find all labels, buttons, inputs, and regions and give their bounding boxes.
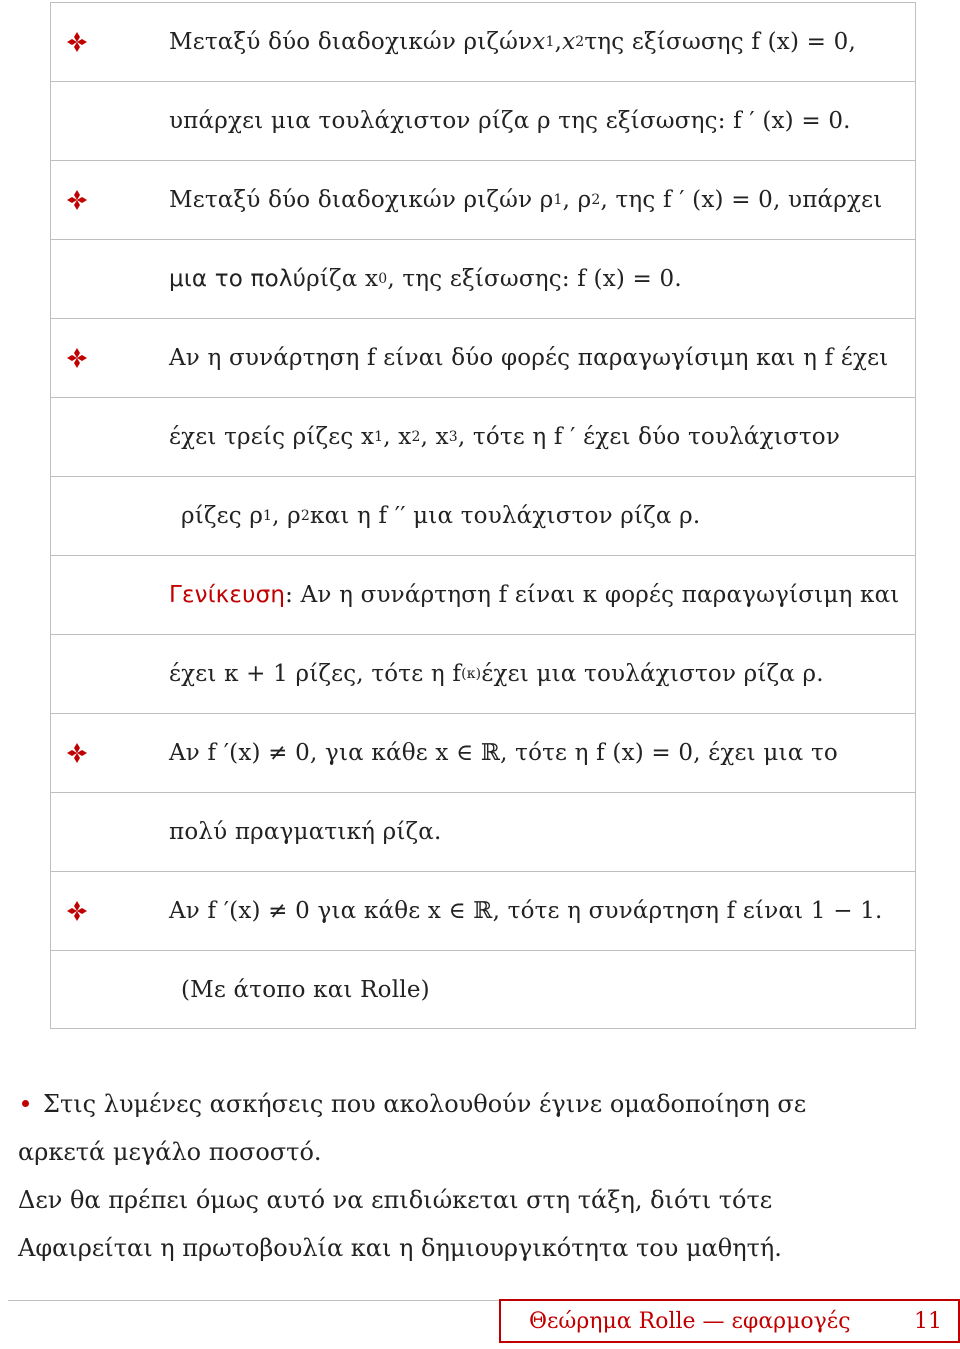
note-line: Δεν θα πρέπει όμως αυτό να επιδιώκεται στη τάξη, διότι τότε [18,1186,773,1214]
diamond-bullet-icon [65,742,89,764]
table-row: Αν η συνάρτηση f είναι δύο φορές παραγωγίσιμη και η f έχει [50,318,916,397]
diamond-bullet-icon [65,347,89,369]
generalization-label: Γενίκευση [169,582,286,608]
table-row: έχει κ + 1 ρίζες, τότε η f (κ) έχει μια τουλάχιστον ρίζα ρ. [50,634,916,713]
table-row: Μεταξύ δύο διαδοχικών ριζών ρ 1 , ρ 2 , της f ′ (x) = 0, υπάρχει [50,160,916,239]
table-row: ρίζες ρ 1 , ρ 2 και η f ′′ μια τουλάχιστον ρίζα ρ. [50,476,916,555]
page-number: 11 [914,1308,942,1334]
diamond-bullet-icon [65,189,89,211]
table-row: μια το πολύ ρίζα x 0 , της εξίσωσης: f (x) = 0. [50,239,916,318]
table-row: έχει τρείς ρίζες x 1 , x 2 , x 3 , τότε η f ′ έχει δύο τουλάχιστον [50,397,916,476]
table-row: υπάρχει μια τουλάχιστον ρίζα ρ της εξίσωσης: f ′ (x) = 0. [50,81,916,160]
table-row: Γενίκευση : Αν η συνάρτηση f είναι κ φορές παραγωγίσιμη και [50,555,916,634]
diamond-bullet-icon [65,31,89,53]
table-row: Αν f ′(x) ≠ 0, για κάθε x ∈ ℝ, τότε η f (x) = 0, έχει μια το [50,713,916,792]
page-footer [499,1299,960,1343]
table-row: Μεταξύ δύο διαδοχικών ριζών x 1 , x 2 της εξίσωσης f (x) = 0, [50,2,916,81]
properties-table [50,2,916,1029]
table-row: (Με άτοπο και Rolle) [50,950,916,1029]
footer-title: Θεώρημα Rolle — εφαρμογές [529,1308,851,1334]
diamond-bullet-icon [65,900,89,922]
table-row: πολύ πραγματική ρίζα. [50,792,916,871]
closing-note [18,1080,918,1272]
note-line: αρκετά μεγάλο ποσοστό. [18,1138,322,1166]
note-line: Στις λυμένες ασκήσεις που ακολουθούν έγινε ομαδοποίηση σε [18,1080,918,1128]
table-row: Αν f ′(x) ≠ 0 για κάθε x ∈ ℝ, τότε η συνάρτηση f είναι 1 − 1. [50,871,916,950]
note-line: Αφαιρείται η πρωτοβουλία και η δημιουργικότητα του μαθητή. [18,1234,782,1262]
bullet-icon [22,1100,29,1107]
